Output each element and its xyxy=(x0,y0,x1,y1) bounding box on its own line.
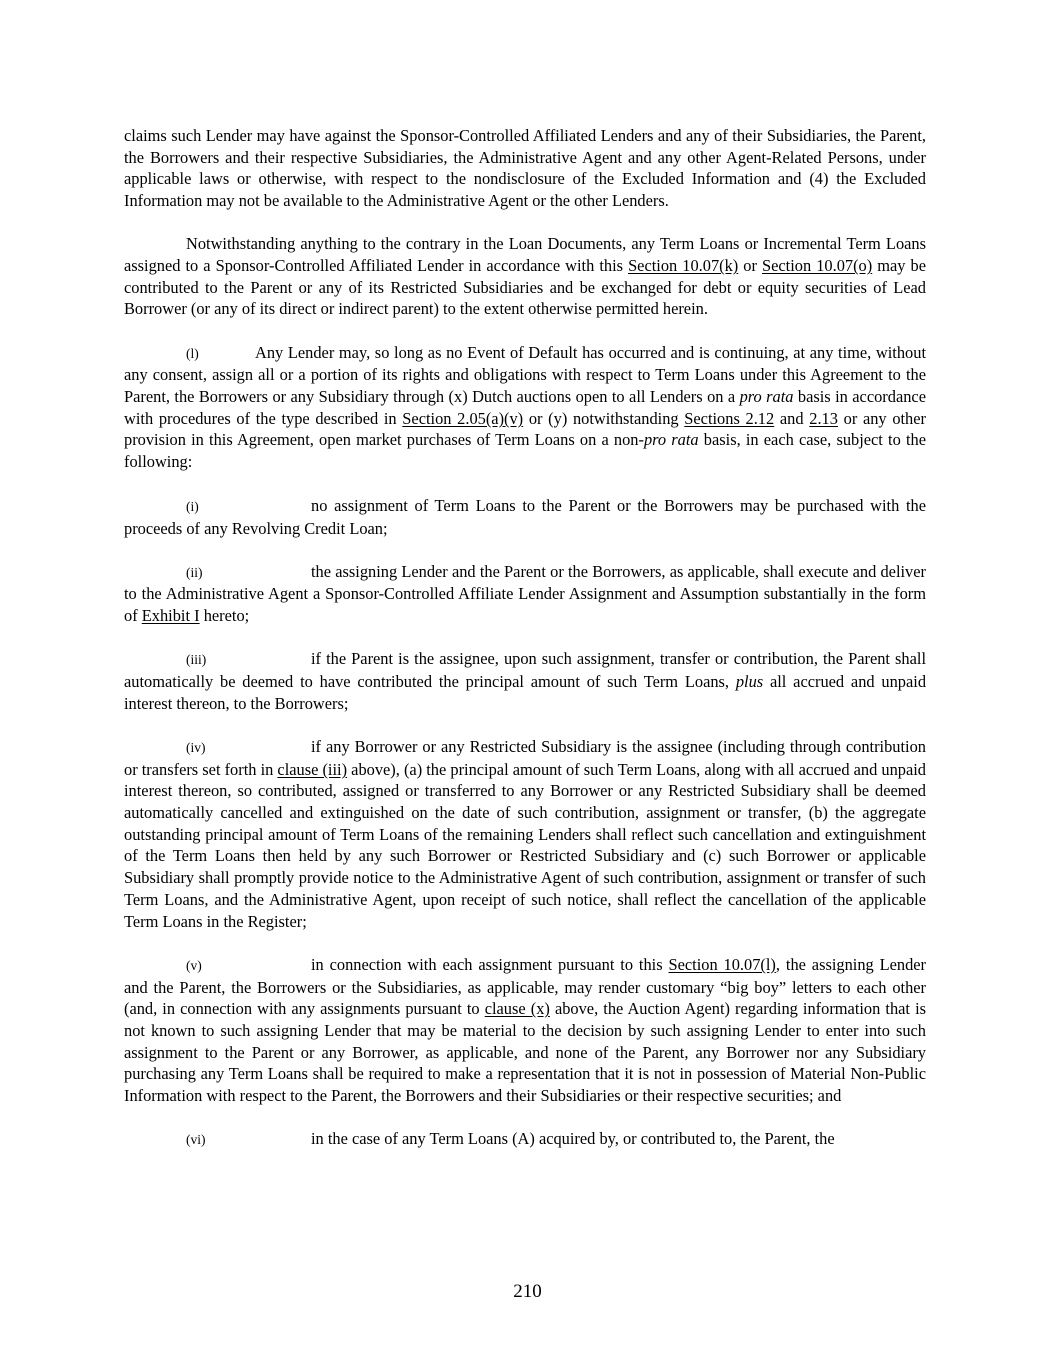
paragraph-clause-l xyxy=(124,342,926,473)
text-run: may be contributed to the Parent or any of its Restricted Subsidiaries and be exchanged for debt or equity securities of Lead Borrower (or any of its direct or indirect parent) to the extent otherwise permitted herein. xyxy=(124,256,926,319)
text-run: Notwithstanding anything to the contrary in the Loan Documents, any Term Loans or Incremental Term Loans assigned to a Sponsor-Controlled Affiliated Lender in accordance with this xyxy=(124,234,926,276)
clause-reference-link: clause (iii) xyxy=(277,759,348,779)
italic-term: pro rata xyxy=(643,430,699,450)
list-item-ii xyxy=(124,561,926,627)
list-marker: (iii) xyxy=(186,652,207,668)
text-run: , the assigning Lender and the Parent, the Borrowers or the Subsidiaries, as applicable, may render customary “big boy” letters to each other (and, in connection with any assignments pursuant to xyxy=(124,954,927,1019)
page-number: 210 xyxy=(513,1281,542,1302)
text-run: no assignment of Term Loans to the Parent or the Borrowers may be purchased with the proceeds of any Revolving Credit Loan; xyxy=(124,495,926,538)
clause-marker: (l) xyxy=(186,345,199,361)
section-reference-link: Section 10.07(k) xyxy=(628,256,739,276)
list-item-v xyxy=(124,954,926,1107)
italic-term: plus xyxy=(735,672,764,692)
list-item-vi xyxy=(124,1128,926,1151)
text-run: if the Parent is the assignee, upon such assignment, transfer or contribution, the Parent shall automatically be deemed to have contributed the principal amount of such Term Loans, xyxy=(124,649,926,692)
list-item-iv xyxy=(124,736,926,932)
text-run: or any other provision in this Agreement, open market purchases of Term Loans on a non- xyxy=(124,408,926,450)
document-body xyxy=(124,125,926,1172)
text-run: in the case of any Term Loans (A) acquired by, or contributed to, the Parent, the xyxy=(311,1129,835,1149)
exhibit-reference-link: Exhibit I xyxy=(141,606,200,626)
list-marker: (v) xyxy=(186,957,202,973)
list-item-iii xyxy=(124,648,926,714)
text-run: or xyxy=(738,256,763,276)
text-run: or (y) notwithstanding xyxy=(523,408,685,428)
section-reference-link: Section 10.07(o) xyxy=(762,256,873,276)
section-reference-link: Sections 2.12 xyxy=(684,408,775,428)
clause-reference-link: clause (x) xyxy=(484,999,550,1019)
list-marker: (iv) xyxy=(186,739,206,755)
text-run: in connection with each assignment pursuant to this xyxy=(311,954,669,974)
text-run: the assigning Lender and the Parent or the Borrowers, as applicable, shall execute and deliver to the Administrative Agent a Sponsor-Controlled Affiliate Lender Assignment and Assumption substantially in the form of xyxy=(124,561,926,626)
text-run: basis, in each case, subject to the following: xyxy=(124,430,926,472)
paragraph-notwithstanding xyxy=(124,233,926,320)
text-run: if any Borrower or any Restricted Subsidiary is the assignee (including through contribution or transfers set forth in xyxy=(124,736,926,779)
text-run: basis in accordance with procedures of the type described in xyxy=(124,387,926,428)
italic-term: pro rata xyxy=(739,387,794,407)
section-reference-link: 2.13 xyxy=(809,408,838,428)
section-reference-link: Section 10.07(l) xyxy=(668,954,776,974)
text-run: hereto; xyxy=(199,606,250,626)
text-run: Any Lender may, so long as no Event of Default has occurred and is continuing, at any time, without any consent, assign all or a portion of its rights and obligations with respect to Term Loans under this Agreement to the Parent, the Borrowers or any Subsidiary through (x) Dutch auctions open to all Lenders on a xyxy=(124,342,926,407)
list-item-i xyxy=(124,495,926,539)
list-marker: (i) xyxy=(186,498,199,514)
section-reference-link: Section 2.05(a)(v) xyxy=(402,408,524,428)
text-run: above, the Auction Agent) regarding information that is not known to such assigning Lender that may be material to the decision by such assigning Lender to enter into such assignment to the Parent or any Borrower, as applicable, and none of the Parent, any Borrower nor any Subsidiary purchasing any Term Loans shall be required to make a representation that it is not in possession of Material Non-Public Information with respect to the Parent, the Borrowers and their Subsidiaries or their respective securities; and xyxy=(124,999,927,1106)
text-run: above), (a) the principal amount of such Term Loans, along with all accrued and unpaid interest thereon, so contributed, assigned or transferred to any Borrower or any Restricted Subsidiary shall be deemed automatically cancelled and extinguished on the date of such contribution, assignment or transfer, (b) the aggregate outstanding principal amount of Term Loans of the remaining Lenders shall reflect such cancellation and extinguishment of the Term Loans then held by any such Borrower or Restricted Subsidiary and (c) such Borrower or applicable Subsidiary shall promptly provide notice to the Administrative Agent of such contribution, assignment or transfer of such Term Loans, and the Administrative Agent, upon receipt of such notice, shall reflect the cancellation of the applicable Term Loans in the Register; xyxy=(124,759,926,931)
list-marker: (ii) xyxy=(186,564,203,580)
text-run: all accrued and unpaid interest thereon, to the Borrowers; xyxy=(124,672,927,713)
paragraph-excluded-information: claims such Lender may have against the Sponsor-Controlled Affiliated Lenders and any of their Subsidiaries, the Parent, the Borrowers and their respective Subsidiaries, the Administrative Agent and any other Agent-Related Persons, under applicable laws or otherwise, with respect to the nondisclosure of the Excluded Information and (4) the Excluded Information may not be available to the Administrative Agent or the other Lenders. xyxy=(124,126,926,211)
text-run: and xyxy=(774,408,810,428)
list-marker: (vi) xyxy=(186,1132,206,1148)
